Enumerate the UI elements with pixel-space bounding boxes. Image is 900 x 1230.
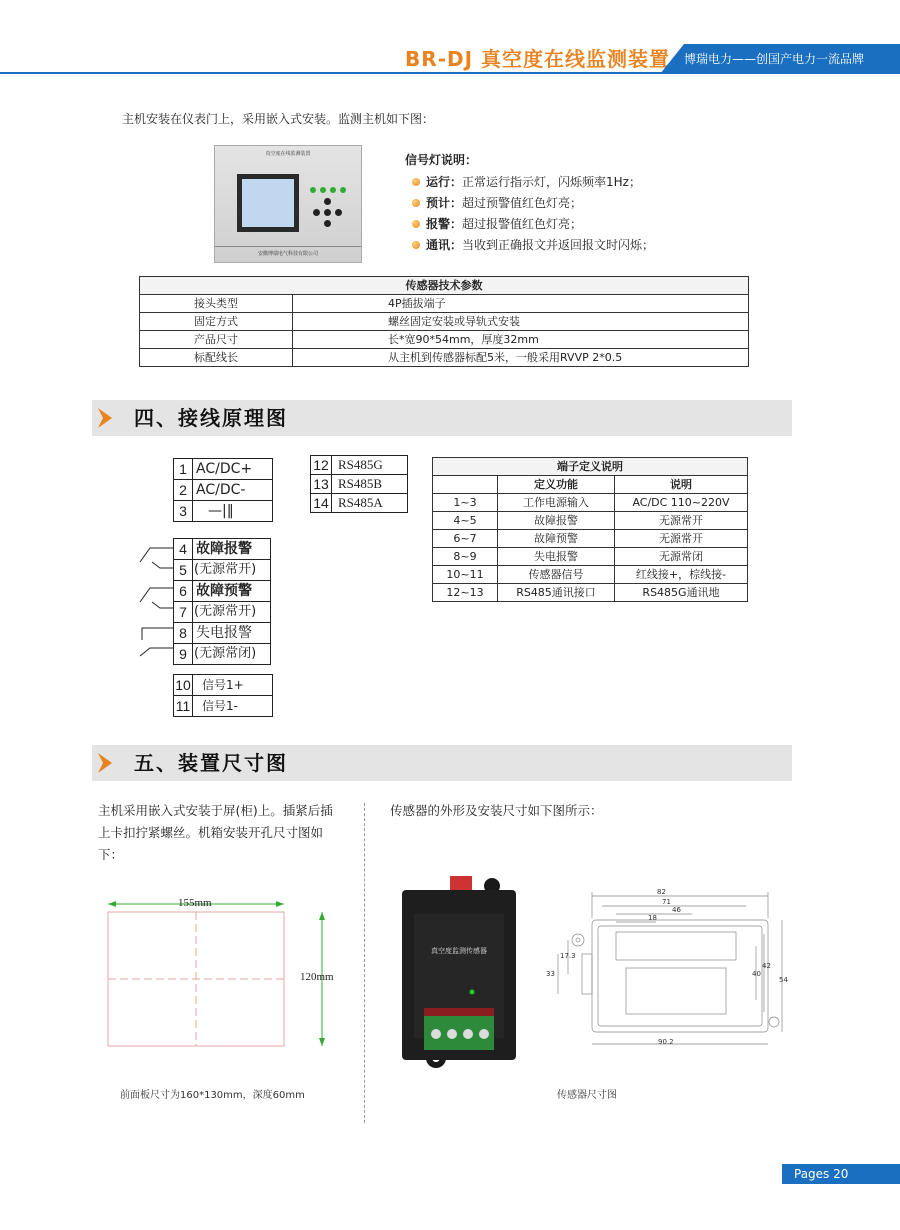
bullet-icon: [412, 220, 420, 228]
dim-33: 33: [546, 970, 555, 978]
terminal-row: 4 故障报警: [174, 539, 270, 560]
table-row: 6~7 故障预警 无源常开: [433, 530, 748, 548]
dim-90-2: 90.2: [658, 1038, 674, 1046]
terminal-block-relays: [173, 538, 271, 665]
host-device-image: [214, 145, 362, 263]
terminal-row: 3 —|‖: [174, 501, 272, 521]
dim-54: 54: [779, 976, 788, 984]
sensor-caption: 传感器尺寸图: [557, 1090, 617, 1101]
page-number: Pages 20: [782, 1164, 900, 1184]
terminal-row: 11 信号1-: [175, 698, 238, 714]
signal-item: 通讯：当收到正确报文并返回报文时闪烁；: [412, 235, 654, 255]
terminal-row: 2 AC/DC-: [174, 480, 272, 501]
terminal-block-power: [173, 458, 273, 522]
host-lcd-screen: [237, 174, 299, 232]
table-row: 标配线长 从主机到传感器标配5米，一般采用RVVP 2*0.5: [140, 349, 749, 367]
terminal-block-rs485: [310, 455, 408, 513]
sensor-dimension-drawing: [550, 882, 790, 1052]
section-header-wiring: [92, 400, 792, 436]
page-title: BR-DJ 真空度在线监测装置: [405, 47, 670, 71]
column-divider: [364, 803, 365, 1123]
table-row: 产品尺寸 长*宽90*54mm，厚度32mm: [140, 331, 749, 349]
table-row: 8~9 失电报警 无源常闭: [433, 548, 748, 566]
section-header-dimensions: [92, 745, 792, 781]
terminal-row: 5 (无源常开): [174, 560, 270, 581]
mounting-text: 主机采用嵌入式安装于屏(柜)上。插紧后插上卡扣拧紧螺丝。机箱安装开孔尺寸图如下：: [98, 803, 333, 862]
table-row: 12~13 RS485通讯接口 RS485G通讯地: [433, 584, 748, 602]
bullet-icon: [412, 178, 420, 186]
bullet-icon: [412, 241, 420, 249]
dim-42: 42: [762, 962, 771, 970]
signal-item: 运行：正常运行指示灯，闪烁频率1Hz；: [412, 172, 641, 192]
host-keypad: [313, 198, 343, 228]
intro-text: 主机安装在仪表门上，采用嵌入式安装。监测主机如下图：: [122, 112, 435, 126]
cutout-width-label: 155mm: [178, 897, 212, 909]
dim-18: 18: [648, 914, 657, 922]
chevron-right-icon: [98, 408, 112, 428]
cutout-height-label: 120mm: [300, 971, 334, 983]
table-title: 传感器技术参数: [140, 277, 749, 295]
host-indicator-leds: [310, 178, 354, 188]
terminal-def-table: 端子定义说明 定义功能 说明 1~3 工作电源输入 AC/DC 110~220V 4~5 故障报警 无源常开 6~7 故障预警 无源常开 8~9 失电报警 无源常闭 10~11 传感器信号 红线接+，棕线接- 12~13 RS485通讯接口 RS485G通讯地: [432, 457, 748, 602]
sensor-device-image: [400, 874, 518, 1074]
table-row: 10~11 传感器信号 红线接+，棕线接-: [433, 566, 748, 584]
host-panel-footer: 安徽博瑞电气科技有限公司: [257, 251, 318, 257]
table-title: 端子定义说明: [433, 458, 748, 476]
table-row: 4~5 故障报警 无源常开: [433, 512, 748, 530]
dim-17-3: 17.3: [560, 952, 576, 960]
relay-contact-icons: [138, 540, 174, 660]
terminal-row: 8 失电报警: [174, 623, 270, 644]
terminal-row: 12 RS485G: [311, 456, 407, 475]
signal-lights-heading: 信号灯说明：: [405, 153, 478, 167]
brand-slogan: 博瑞电力——创国产电力一流品牌: [684, 52, 865, 66]
dim-40: 40: [752, 970, 761, 978]
signal-item: 报警：超过报警值红色灯亮；: [412, 214, 582, 234]
terminal-row: 13 RS485B: [311, 475, 407, 494]
sensor-label: 真空度监测传感器: [431, 947, 487, 955]
table-row: 1~3 工作电源输入 AC/DC 110~220V: [433, 494, 748, 512]
dim-82: 82: [657, 888, 666, 896]
terminal-row: 10 信号1+: [174, 675, 272, 696]
terminal-row: 7 (无源常开): [174, 602, 270, 623]
section-title: 四、接线原理图: [134, 406, 288, 430]
chevron-right-icon: [98, 753, 112, 773]
section-title: 五、装置尺寸图: [134, 751, 288, 775]
table-row: 固定方式 螺丝固定安装或导轨式安装: [140, 313, 749, 331]
ground-symbol-icon: —|‖: [208, 503, 234, 519]
table-row: 接头类型 4P插拔端子: [140, 295, 749, 313]
signal-item: 预计：超过预警值红色灯亮；: [412, 193, 582, 213]
bullet-icon: [412, 199, 420, 207]
terminal-row: 1 AC/DC+: [174, 459, 272, 480]
dim-71: 71: [662, 898, 671, 906]
terminal-row: 9 (无源常闭): [174, 644, 270, 664]
sensor-intro-text: 传感器的外形及安装尺寸如下图所示：: [390, 803, 603, 818]
sensor-spec-table: [139, 276, 749, 367]
host-panel-title: 真空度在线监测装置: [265, 151, 311, 157]
terminal-block-signal: [173, 674, 273, 717]
terminal-row: 6 故障预警: [174, 581, 270, 602]
cutout-caption: 前面板尺寸为160*130mm，深度60mm: [120, 1090, 305, 1101]
terminal-row: 14 RS485A: [311, 494, 407, 512]
dim-46: 46: [672, 906, 681, 914]
